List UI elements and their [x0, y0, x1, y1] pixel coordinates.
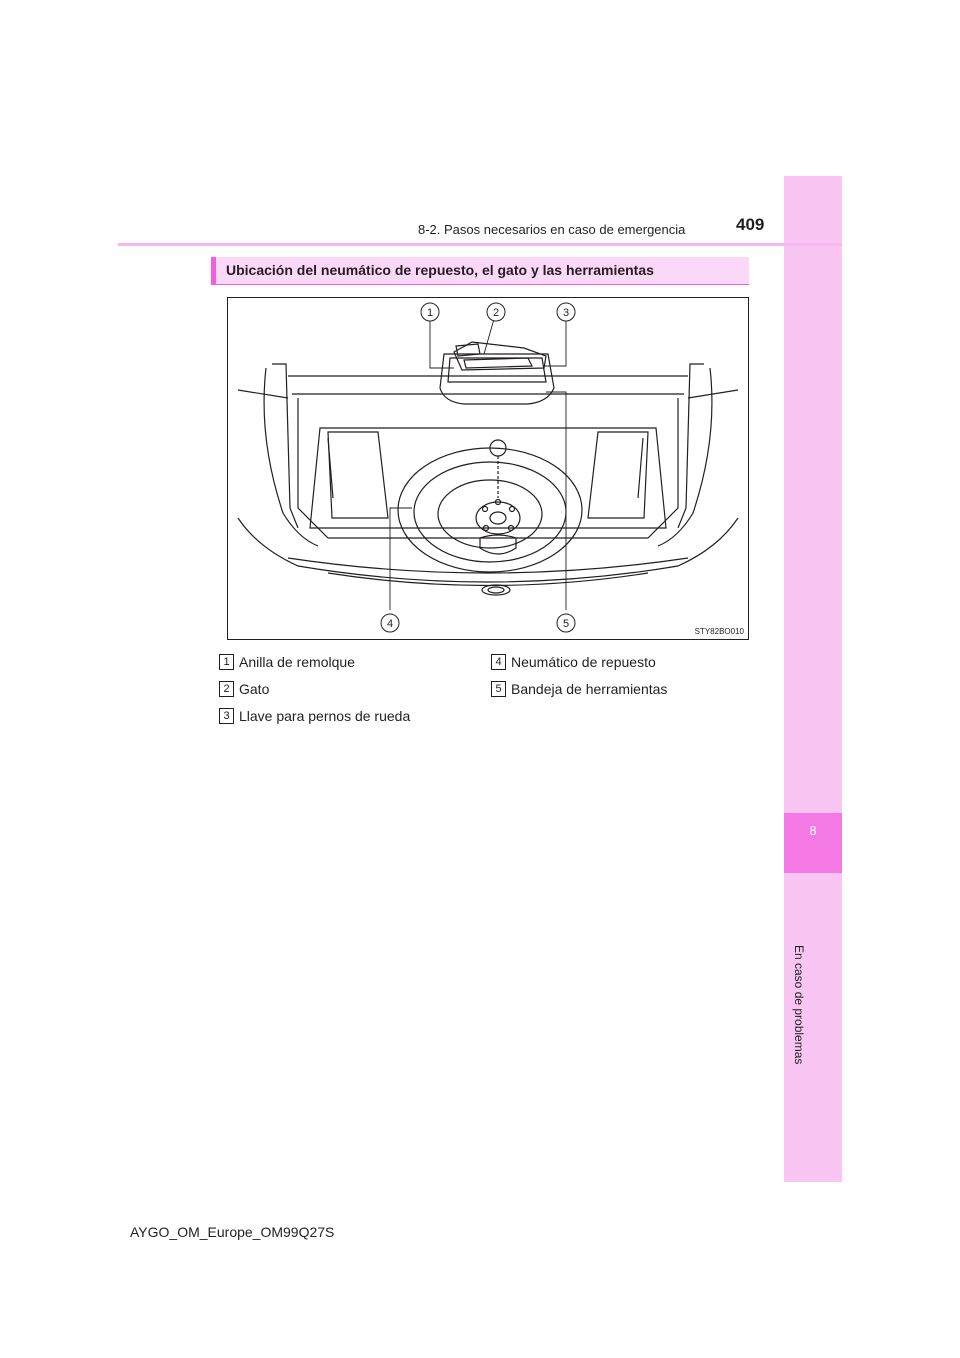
legend-text: Gato: [239, 681, 270, 697]
callout-4: 4: [386, 618, 394, 630]
legend-number: 1: [219, 654, 234, 670]
legend-number: 2: [219, 681, 234, 697]
trunk-drawing: [228, 298, 748, 639]
callout-3: 3: [562, 307, 570, 319]
legend-number: 4: [491, 654, 506, 670]
legend-number: 3: [219, 708, 234, 724]
figure-code: STY82BO010: [694, 627, 744, 636]
side-tab-active-chapter: [784, 813, 842, 873]
running-header: 8-2. Pasos necesarios en caso de emergencia: [418, 222, 686, 237]
section-title: Ubicación del neumático de repuesto, el gato y las herramientas: [226, 262, 654, 278]
legend-number: 5: [491, 681, 506, 697]
callout-1: 1: [426, 307, 434, 319]
section-title-accent: [211, 257, 216, 284]
footer-doc-code: AYGO_OM_Europe_OM99Q27S: [130, 1224, 335, 1240]
header-rule: [118, 243, 842, 246]
chapter-title: En caso de problemas: [792, 945, 806, 1065]
section-rule: [211, 284, 749, 285]
section-title-box: [211, 257, 749, 284]
callout-2: 2: [492, 307, 500, 319]
trunk-illustration: [227, 297, 749, 640]
legend-text: Bandeja de herramientas: [511, 681, 668, 697]
callout-5: 5: [562, 618, 570, 630]
legend-text: Neumático de repuesto: [511, 654, 656, 670]
legend-text: Llave para pernos de rueda: [239, 708, 411, 724]
page-number: 409: [736, 215, 765, 234]
chapter-number: 8: [809, 823, 817, 838]
legend-text: Anilla de remolque: [239, 654, 355, 670]
